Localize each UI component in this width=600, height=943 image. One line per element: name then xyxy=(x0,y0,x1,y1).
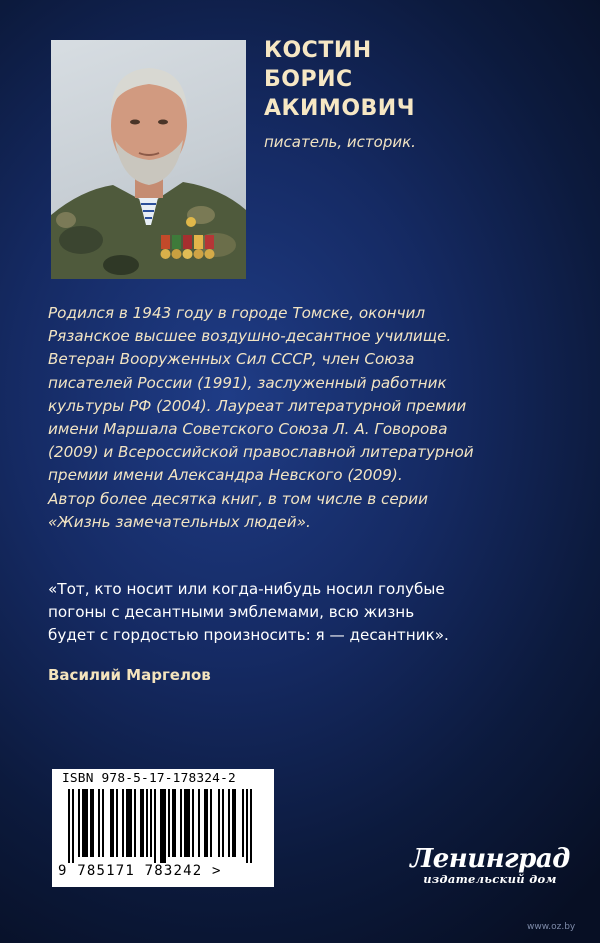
barcode-bar xyxy=(146,789,148,857)
barcode-bar xyxy=(98,789,100,857)
barcode-bar xyxy=(72,789,74,863)
author-biography xyxy=(48,302,568,534)
publisher-name: Ленинград xyxy=(410,844,570,874)
bio-line: Рязанское высшее воздушно-десантное училище. xyxy=(48,327,452,346)
bio-line: «Жизнь замечательных людей». xyxy=(48,512,311,531)
quote-line: будет с гордостью произносить: я — десантник». xyxy=(48,626,449,645)
barcode-bar xyxy=(122,789,124,857)
author-block xyxy=(264,36,584,151)
barcode-bar xyxy=(242,789,244,857)
ean-digits: 9 785171 783242 > xyxy=(58,863,222,879)
barcode-bar xyxy=(78,789,80,857)
bio-line: Автор более десятка книг, в том числе в серии xyxy=(48,489,429,508)
barcode-bar xyxy=(102,789,104,857)
barcode-bar xyxy=(198,789,200,857)
bio-line: культуры РФ (2004). Лауреат литературной премии xyxy=(48,396,467,415)
barcode-bar xyxy=(232,789,236,857)
barcode-bar xyxy=(90,789,94,857)
bio-line: (2009) и Всероссийской православной литературной xyxy=(48,443,474,462)
bio-line: Ветеран Вооруженных Сил СССР, член Союза xyxy=(48,350,415,369)
watermark: www.oz.by xyxy=(527,922,576,932)
barcode-bar xyxy=(172,789,176,857)
author-name-line-2: БОРИС xyxy=(264,67,353,92)
barcode-bar xyxy=(110,789,114,857)
barcode-bars xyxy=(68,789,258,863)
isbn-label: ISBN 978-5-17-178324-2 xyxy=(62,771,236,786)
barcode-bar xyxy=(160,789,166,863)
barcode-bar xyxy=(184,789,190,857)
barcode-bar xyxy=(218,789,220,857)
author-role: писатель, историк. xyxy=(264,133,416,151)
bio-line: писателей России (1991), заслуженный работник xyxy=(48,373,447,392)
author-photo xyxy=(51,40,246,279)
barcode-bar xyxy=(150,789,152,857)
author-name-line-3: АКИМОВИЧ xyxy=(264,96,415,121)
barcode-bar xyxy=(250,789,252,863)
barcode-bar xyxy=(204,789,208,857)
isbn-barcode xyxy=(52,769,274,887)
bio-line: Родился в 1943 году в городе Томске, окончил xyxy=(48,304,426,322)
barcode-bar xyxy=(246,789,248,863)
barcode-bar xyxy=(228,789,230,857)
barcode-bar xyxy=(116,789,118,857)
barcode-bar xyxy=(168,789,170,857)
quote xyxy=(48,578,568,648)
quote-author: Василий Маргелов xyxy=(48,666,211,684)
barcode-bar xyxy=(82,789,88,857)
barcode-bar xyxy=(192,789,194,857)
bio-line: премии имени Александра Невского (2009). xyxy=(48,466,403,485)
barcode-bar xyxy=(126,789,132,857)
publisher-logo xyxy=(400,846,580,886)
quote-line: «Тот, кто носит или когда-нибудь носил голубые xyxy=(48,580,445,598)
barcode-bar xyxy=(134,789,136,857)
barcode-bar xyxy=(180,789,182,857)
quote-line: погоны с десантными эмблемами, всю жизнь xyxy=(48,603,415,622)
barcode-bar xyxy=(140,789,144,857)
barcode-bar xyxy=(222,789,224,857)
bio-line: имени Маршала Советского Союза Л. А. Говорова xyxy=(48,420,448,439)
author-name-line-1: КОСТИН xyxy=(264,38,372,63)
barcode-bar xyxy=(68,789,70,863)
publisher-subtitle: издательский дом xyxy=(423,872,557,886)
barcode-bar xyxy=(210,789,212,857)
barcode-bar xyxy=(154,789,156,863)
